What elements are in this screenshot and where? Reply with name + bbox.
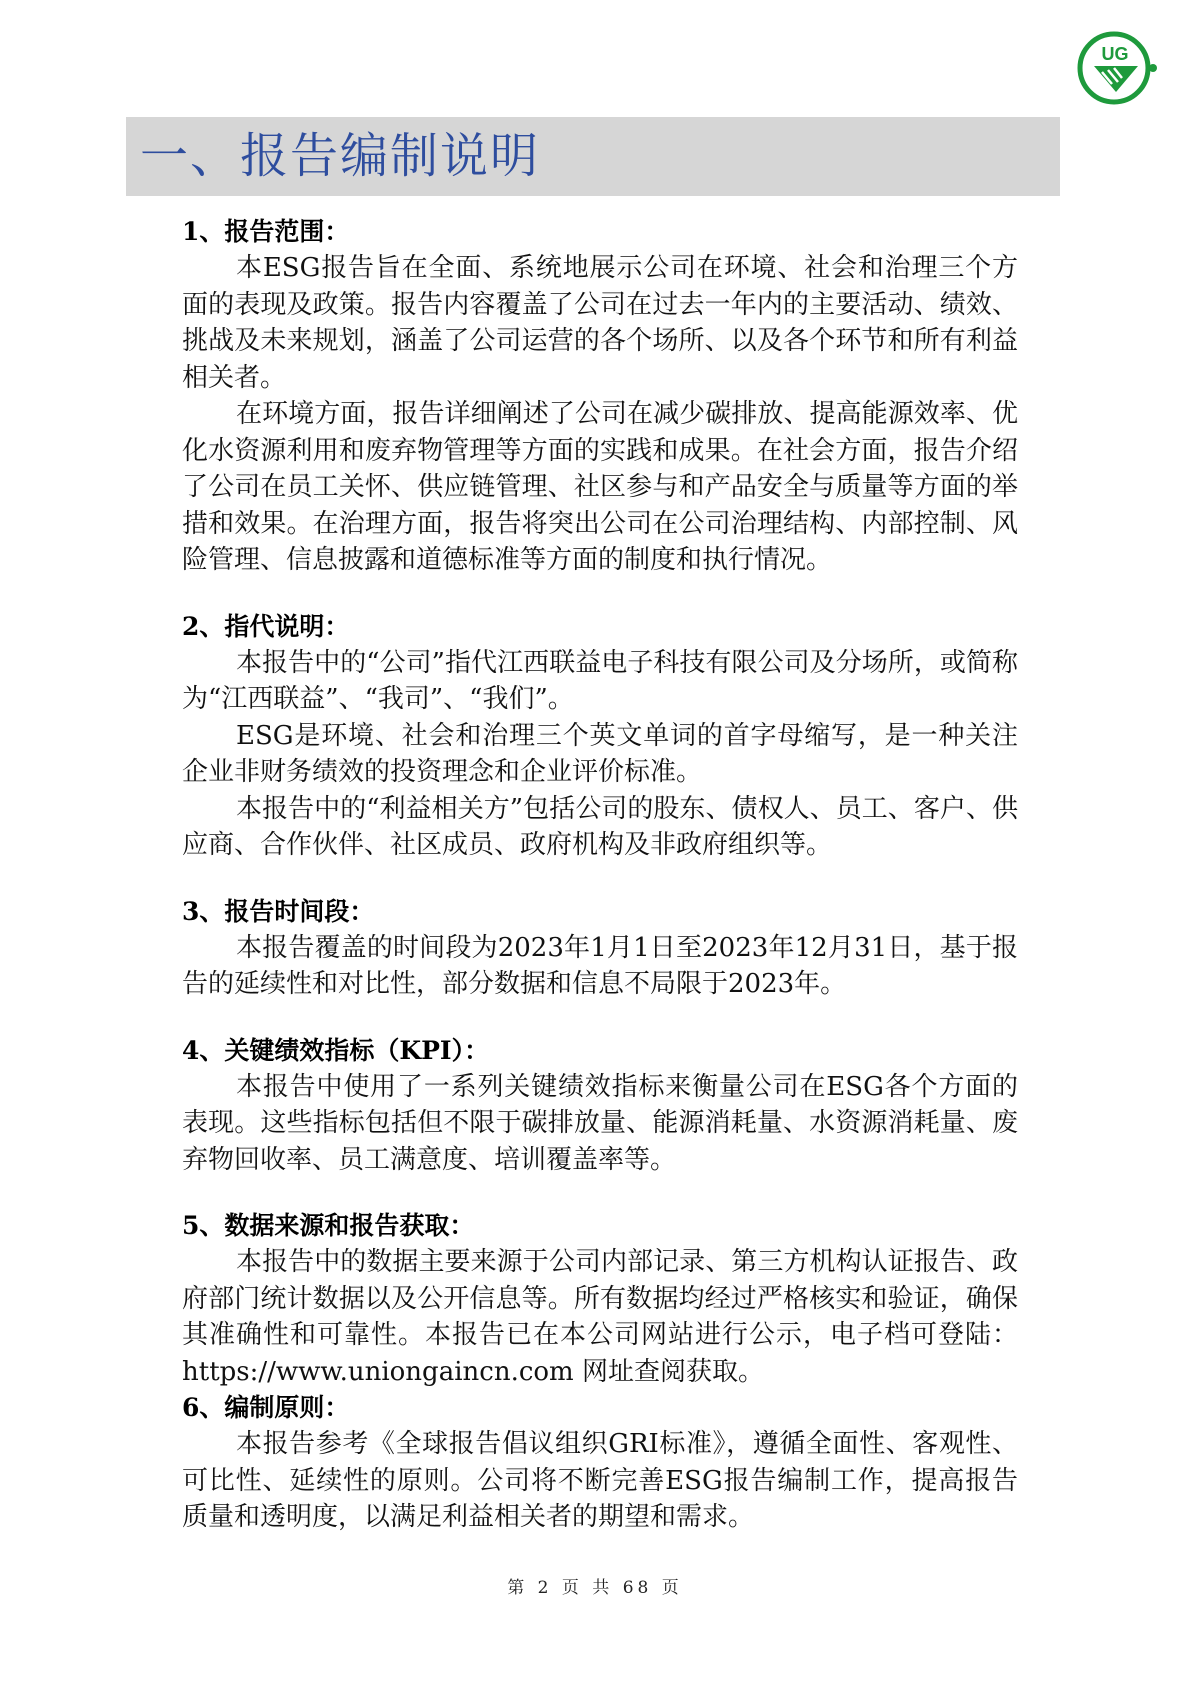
paragraph: 本ESG报告旨在全面、系统地展示公司在环境、社会和治理三个方面的表现及政策。报告内容覆盖了公司在过去一年内的主要活动、绩效、挑战及未来规划，涵盖了公司运营的各个场所、以及各个环节和所有利益相关者。 <box>182 253 1018 393</box>
title-banner <box>126 117 1060 196</box>
company-logo <box>1072 22 1164 114</box>
section-heading: 6、编制原则： <box>182 1393 350 1422</box>
paragraph: 本报告中的“公司”指代江西联益电子科技有限公司及分场所，或简称为“江西联益”、“我司”、“我们”。 <box>182 647 1018 714</box>
paragraph: 本报告参考《全球报告倡议组织GRI标准》，遵循全面性、客观性、可比性、延续性的原则。公司将不断完善ESG报告编制工作，提高报告质量和透明度，以满足利益相关者的期望和需求。 <box>182 1429 1018 1532</box>
paragraph: 本报告中的数据主要来源于公司内部记录、第三方机构认证报告、政府部门统计数据以及公开信息等。所有数据均经过严格核实和验证，确保其准确性和可靠性。本报告已在本公司网站进行公示，电子档可登陆：https://www.uniongaincn.com 网址查阅获取。 <box>182 1247 1018 1387</box>
section-kpi <box>182 1033 1018 1179</box>
section-data-sources <box>182 1208 1018 1390</box>
section-heading: 3、报告时间段： <box>182 896 375 926</box>
section-heading: 2、指代说明： <box>182 611 350 641</box>
paragraph: 本报告中使用了一系列关键绩效指标来衡量公司在ESG各个方面的表现。这些指标包括但不限于碳排放量、能源消耗量、水资源消耗量、废弃物回收率、员工满意度、培训覆盖率等。 <box>182 1071 1018 1175</box>
section-report-scope <box>182 214 1018 579</box>
section-report-period <box>182 894 1018 1003</box>
page-number-footer: 第 2 页 共 68 页 <box>507 1578 683 1598</box>
paragraph: 本报告覆盖的时间段为2023年1月1日至2023年12月31日，基于报告的延续性和对比性，部分数据和信息不局限于2023年。 <box>182 932 1018 999</box>
paragraph: 在环境方面，报告详细阐述了公司在减少碳排放、提高能源效率、优化水资源利用和废弃物管理等方面的实践和成果。在社会方面，报告介绍了公司在员工关怀、供应链管理、社区参与和产品安全与质量等方面的举措和效果。在治理方面，报告将突出公司在公司治理结构、内部控制、风险管理、信息披露和道德标准等方面的制度和执行情况。 <box>182 399 1018 575</box>
paragraph: ESG是环境、社会和治理三个英文单词的首字母缩写，是一种关注企业非财务绩效的投资理念和企业评价标准。 <box>182 720 1018 787</box>
paragraph: 本报告中的“利益相关方”包括公司的股东、债权人、员工、客户、供应商、合作伙伴、社区成员、政府机构及非政府组织等。 <box>182 793 1018 860</box>
section-heading: 4、关键绩效指标（KPI）： <box>182 1035 490 1065</box>
report-body <box>182 214 1018 1536</box>
page-title: 一、报告编制说明 <box>140 128 541 184</box>
section-heading: 5、数据来源和报告获取： <box>182 1211 475 1240</box>
logo-dot <box>1149 64 1157 72</box>
section-definitions <box>182 609 1018 864</box>
section-principles <box>182 1390 1018 1536</box>
section-heading: 1、报告范围： <box>182 217 350 246</box>
logo-text: UG <box>1101 44 1129 64</box>
